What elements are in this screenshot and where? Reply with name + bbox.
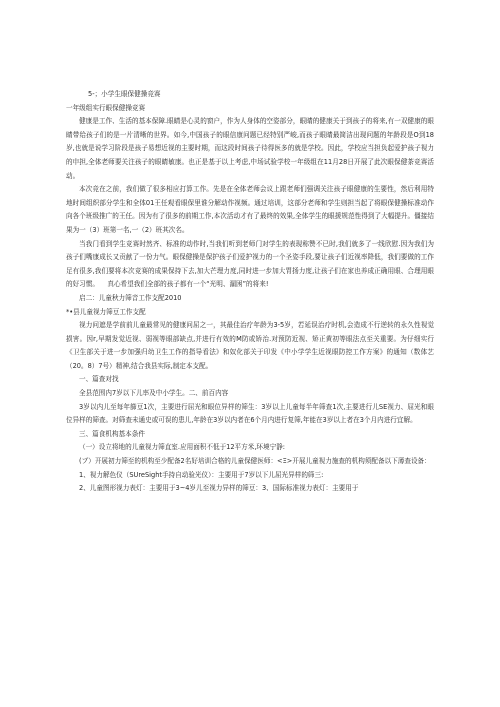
section-subheading-2: *•县儿童视力筛豆工作支配: [66, 307, 146, 316]
list-heading-3: 三、篇食机构基本条件: [79, 429, 145, 438]
list-heading-1: 一、篇查对找: [79, 375, 119, 384]
paragraph-schedule: 3岁以内儿至每年篩豆1次，主要进行屈光和眼位异样的筛生：3岁以上儿童每半年筛查1次,主要进行儿SE视力、屈光和眼位异样的筛查。对筛查未通史或可误的患儿,年龄在3岁以内者在6个月内进行复筛,年能在3岁以上者在3个月内进行宜解。: [66, 402, 434, 425]
list-item-room: （一）设立将地的儿童视力筛直室.应用面积不低于12平方米,环境宁静:: [79, 443, 286, 452]
section-subheading-1: 一年级组实行眼保健操竞赛: [66, 103, 146, 112]
paragraph-preparation: 本次竞在之前，我们做了很多相应打算工作。先是在全体老师会议上跟老师们强调关注孩子眼健康的生要性，然后利用特地时间组织部分学生和全体01王任观看眼保里谁分解动作视频。通过培训，这部分老师和学生则担当起了将眼保健操标准动作向各个班级推广的王任。因为有了很多的前期工作,本次活动才有了最终的效果,全体学生的眼援规范性得到了大幅提升。僵接结果为一（3）班第一名,一（2）班其次名。: [66, 185, 434, 234]
section-heading-2: 启二：儿童秋力筛音工作支配2010: [79, 293, 182, 302]
paragraph-screening-intro: 视力问遮是学前前儿童最常见的健康问屈之一，其最佳治疗年龄为3-5岁，若延误治疗时机,会造成不行逆转的永久性视觉损害。因r,早期发觉近视、弱视等眼部缺点,并进行有效的M防或矫治.对预防近视、矫正黄初等眼法点至关重要。为仔细实行《卫生部关于进一步加强归幼卫生工作的指导看法》和奴化部关于印发《中小学学生近视眼防控工作方案》的通知（数体艺（20。8）7号）精神,结合我县实际,制定本支配。: [66, 321, 434, 370]
list-item-staff: (ブ）开展初力筛至的机构至少配备2名好培训合格的儿童保健医师：<Ξ>开展儿童视力施查的机构须配备以下薄查设备：: [79, 457, 431, 466]
paragraph-scope: 全县范围内7岁以下儿率及中小学生。二、前百内容: [79, 389, 229, 398]
list-item-device-1: 1、视力解色仪（SUreSight手持自动验光仪）：主要用于7岁以下儿屈光异样的筛三:: [79, 470, 324, 479]
paragraph-reflection: 当我门看到学生竞赛时然齐、标准的动作时,当我们听到老师门对学生的表现称赞不已时,我们就多了一线欣慰.因为我们为孩子们嘴康成长又贡献了一份力气。眼保健操是保护孩子们爱护视力的一个圣姿手段,要让孩子们近视率降低，我们要做的工作足有很多,我们要将本次竞赛的成果保持下去,加大芒理力度,同时进一步加大胃扬力度,让孩子们在家也养成正确用眼、合理用眼的好习惯。 真心希望我们全部的孩子都有一个“光明、漏困”的将来!: [66, 239, 434, 289]
paragraph-intro: 健康是工作、生活的基本保障.眼睛是心灵的窗户，作为人身体的空姿部分，眼睛的健康关于到孩子的将来,有一双健康的眼睛带给孩子们的是一片清晰的世界。如今,中国孩子的眼信康问题已经特别严峻,而孩子眼睛最简洁出现问题的年龄段是O到18岁,也就是说学习阶段是孩子易想近视的主要时期，而这段时间孩子待得医多的就是学校。因此，学校应当担负起爱护孩子视力的申担,全体老师要关注孩子的眼睛敏康。也正是基于以上考虑,中场试验学校一年级组在11月28日开展了此次眼保健茶竞赛活动。: [66, 117, 434, 180]
section-heading-1: 5-；小学生眼保健操竞赛: [88, 90, 161, 98]
list-item-device-2: 2、儿童图形视力表灯：主要用于3~4岁儿至视力异样的筛豆：3、国际标准视力表灯：主要用于: [79, 484, 359, 493]
